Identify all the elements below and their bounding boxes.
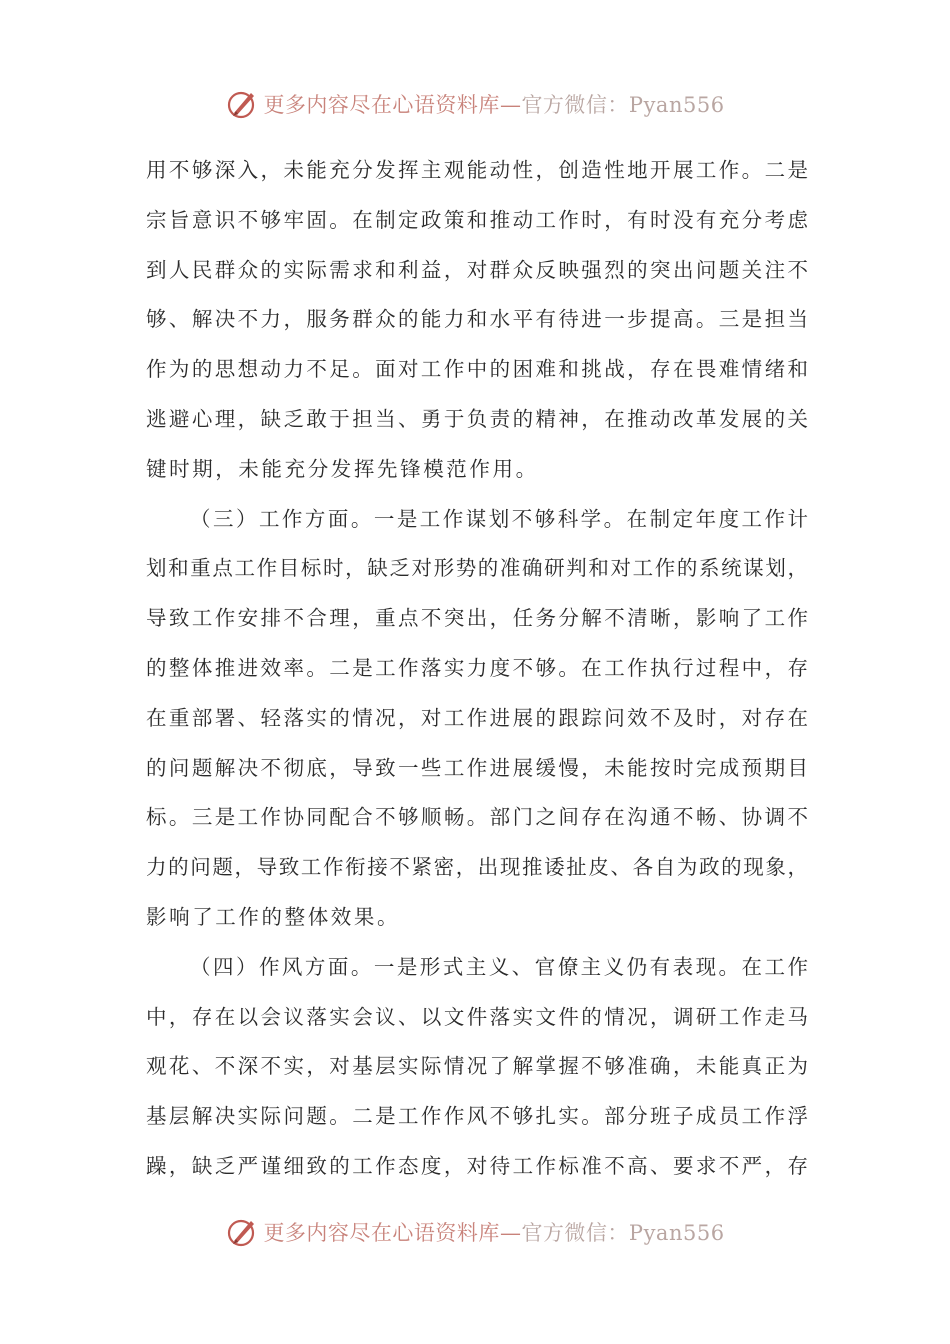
header-dash: — <box>499 93 522 117</box>
body-line: 的整体推进效率。二是工作落实力度不够。在工作执行过程中，存 <box>146 655 808 680</box>
body-line: 导致工作安排不合理，重点不突出，任务分解不清晰，影响了工作 <box>146 606 808 631</box>
body-line: 躁，缺乏严谨细致的工作态度，对待工作标准不高、要求不严，存 <box>146 1153 808 1178</box>
body-line: 键时期，未能充分发挥先锋模范作用。 <box>146 456 539 481</box>
footer-site-name: 更多内容尽在心语资料库 <box>263 1221 500 1245</box>
document-body <box>146 146 808 1192</box>
body-line: 基层解决实际问题。二是工作作风不够扎实。部分班子成员工作浮 <box>146 1104 808 1129</box>
body-line: 宗旨意识不够牢固。在制定政策和推动工作时，有时没有充分考虑 <box>146 207 808 232</box>
footer-dash: — <box>499 1221 522 1245</box>
body-line: 力的问题，导致工作衔接不紧密，出现推诿扯皮、各自为政的现象， <box>146 855 808 880</box>
footer-watermark-banner <box>0 1212 950 1252</box>
body-line: 到人民群众的实际需求和利益，对群众反映强烈的突出问题关注不 <box>146 257 808 282</box>
body-line: 用不够深入，未能充分发挥主观能动性，创造性地开展工作。二是 <box>146 158 808 182</box>
body-line: 标。三是工作协同配合不够顺畅。部门之间存在沟通不畅、协调不 <box>146 805 808 830</box>
section-heading-line: （三）工作方面。一是工作谋划不够科学。在制定年度工作计 <box>190 506 808 531</box>
body-line: 划和重点工作目标时，缺乏对形势的准确研判和对工作的系统谋划， <box>146 556 808 581</box>
quill-logo-icon <box>225 1215 259 1249</box>
body-line: 影响了工作的整体效果。 <box>146 904 401 929</box>
body-line: 观花、不深不实，对基层实际情况了解掌握不够准确，未能真正为 <box>146 1054 808 1079</box>
header-contact: 官方微信：Pyan556 <box>521 93 725 117</box>
quill-logo-icon <box>225 87 259 121</box>
section-heading-line: （四）作风方面。一是形式主义、官僚主义仍有表现。在工作 <box>190 954 808 979</box>
body-line: 中，存在以会议落实会议、以文件落实文件的情况，调研工作走马 <box>146 1004 808 1029</box>
body-line: 的问题解决不彻底，导致一些工作进展缓慢，未能按时完成预期目 <box>146 755 808 780</box>
body-line: 够、解决不力，服务群众的能力和水平有待进一步提高。三是担当 <box>146 307 808 332</box>
header-watermark-banner <box>0 84 950 124</box>
body-line: 逃避心理，缺乏敢于担当、勇于负责的精神，在推动改革发展的关 <box>146 406 808 431</box>
footer-contact: 官方微信：Pyan556 <box>521 1221 725 1245</box>
body-line: 在重部署、轻落实的情况，对工作进展的跟踪问效不及时，对存在 <box>146 705 808 730</box>
header-site-name: 更多内容尽在心语资料库 <box>263 93 500 117</box>
body-line: 作为的思想动力不足。面对工作中的困难和挑战，存在畏难情绪和 <box>146 357 808 382</box>
